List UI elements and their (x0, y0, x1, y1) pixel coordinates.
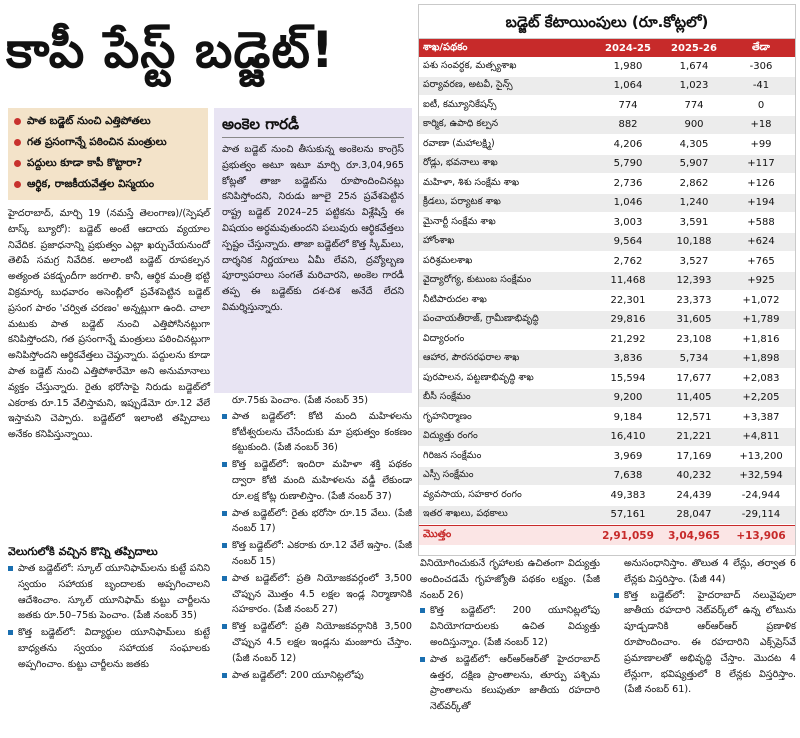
table-row (419, 506, 795, 526)
list-item: పాత బడ్జెట్‌లో: ప్రతి నియోజకవర్గంలో 3,500 చొప్పున మొత్తం 4.5 లక్షల ఇండ్ల నిర్మాణానికి సహకారం. (పేజీ నంబర్ 27) (222, 571, 412, 618)
table-row (419, 486, 795, 506)
table-cell: 2,736 (613, 177, 643, 189)
table-cell: 2,862 (679, 177, 709, 189)
square-bullet-icon (420, 657, 425, 662)
table-cell: 9,184 (613, 411, 643, 423)
table-cell: గిరిజన సంక్షేమం (423, 449, 482, 461)
table-row (419, 96, 795, 116)
table-title: బడ్జెట్ కేటాయింపులు (రూ.కోట్లలో) (419, 5, 795, 39)
table-cell: మైనార్టీ సంక్షేమ శాఖ (423, 215, 496, 227)
table-cell: +1,789 (742, 314, 780, 326)
table-cell: 17,677 (676, 372, 712, 384)
table-cell: +4,811 (742, 431, 780, 443)
highlight-text: ఆర్థిక, రాజకీయవేత్తల విస్మయం (27, 178, 155, 190)
table-cell: ఐటీ, కమ్యూనికేషన్స్ (423, 98, 497, 110)
table-cell: 4,206 (613, 138, 643, 150)
continued-text: అనుసంధానిస్తాం. తొలుత 4 లేన్లు, తర్వాత 6 లేన్లకు విస్తరిస్తాం. (పేజీ 44) (624, 558, 796, 585)
table-cell: క్రీడలు, పర్యాటక శాఖ (423, 196, 501, 208)
total-value: 2,91,059 (602, 529, 654, 542)
table-cell: 900 (684, 119, 704, 131)
table-cell: 1,023 (679, 80, 709, 92)
sidebar-article-body: పాత బడ్జెట్ నుంచి తీసుకున్న అంకెలను కాంగ్రెస్ ప్రభుత్వం అటూ ఇటూ మార్చి రూ.3,04,965 కోట్లతో తాజా బడ్జెట్‌ను రూపొందించినట్లు కనిపిస్తోందని, నిరుడు జూలై 25న ప్రవేశపెట్టిన రాష్ట్ర బడ్జెట్ 2024–25 పట్టికను విశ్లేషిస్తే ఈ విషయం అర్థమవుతుందని పలువురు ఆర్థికవేత్తలు స్పష్టం చేస్తున్నారు. తాజా బడ్జెట్‌లో కొత్త స్కీమ్‌లు, దార్శనిక నిర్ణయాలు ఏమీ లేవని, ద్రవ్యోల్బణ పూర్వాపరాలు సంగతే మరిచారని, అంకెల గారడీ తప్ప ఈ బడ్జెట్‌కు దశ-దిశ అనేదే లేదని విమర్శిస్తున్నారు. (222, 144, 404, 313)
table-cell: 31,605 (676, 314, 712, 326)
continued-text: వినియోగించుకునే గృహాలకు ఉచితంగా విద్యుత్తు అందించడమే గృహజ్యోతి పథకం లక్ష్యం. (పేజీ నంబర్ 26) (420, 558, 600, 601)
table-cell: 23,108 (676, 333, 712, 345)
table-cell: -29,114 (741, 509, 781, 521)
sidebar-article-title: అంకెల గారడీ (222, 112, 404, 138)
table-cell: 23,373 (676, 294, 712, 306)
table-cell: 9,200 (613, 392, 643, 404)
square-bullet-icon (8, 630, 13, 635)
table-cell: ఇతర శాఖలు, పథకాలు (423, 508, 508, 520)
table-cell: +2,205 (742, 392, 780, 404)
table-cell: +99 (750, 138, 772, 150)
article-list-col2 (222, 393, 412, 684)
table-cell: 12,571 (676, 411, 712, 423)
highlight-text: పద్దులు కూడా కాపీ కొట్టారా? (27, 157, 143, 169)
list-item: కొత్త బడ్జెట్‌లో: హైదరాబాద్ నలువైపులా జాతీయ రహదారి నెట్‌వర్క్‌లో ఉన్న లోటును పూడ్చడానికి ఆర్‌ఆర్‌ఆర్ ప్రణాళిక రూపొందించాం. ఈ రహదారిని ఎక్స్‌ప్రెస్‌వే ప్రమాణాలతో అభివృద్ధి చేస్తాం. మొదట 4 లేన్లుగా, భవిష్యత్తులో 8 లేన్లకు విస్తరిస్తాం. (పేజీ నంబర్ 61). (614, 588, 796, 699)
list-item: కొత్త బడ్జెట్‌లో: 200 యూనిట్లలోపు వినియోగదారులకు ఉచిత విద్యుత్తు అందిస్తున్నాం. (పేజీ నంబర్ 12) (420, 603, 600, 650)
square-bullet-icon (8, 566, 13, 571)
table-cell: 1,980 (613, 60, 643, 72)
list-item: కొత్త బడ్జెట్‌లో: ఇందిరా మహిళా శక్తి పథకం ద్వారా కోటి మంది మహిళలను వడ్డీ లేకుండా రూ.లక్ష కోట్ల రుణాలిస్తాం. (పేజీ నంబర్ 37) (222, 457, 412, 504)
table-row (419, 135, 795, 155)
table-cell: 3,591 (679, 216, 709, 228)
highlight-item (14, 114, 202, 135)
list-item: పాత బడ్జెట్‌లో: ఆర్‌ఆర్‌ఆర్‌తో హైదరాబాద్ ఉత్తర, దక్షిణ ప్రాంతాలను, తూర్పు పశ్చిమ ప్రాంతాలను కలుపుతూ జాతీయ రహదారి నెట్‌వర్క్‌తో (420, 652, 600, 715)
table-row (419, 194, 795, 214)
table-cell: 7,638 (613, 470, 643, 482)
table-cell: పురపాలన, పట్టణాభివృద్ధి శాఖ (423, 371, 534, 383)
table-cell: +925 (747, 275, 775, 287)
table-cell: 3,003 (613, 216, 643, 228)
table-cell: 1,064 (613, 80, 643, 92)
square-bullet-icon (222, 511, 227, 516)
table-cell: 28,047 (676, 509, 712, 521)
article-list-col3 (420, 556, 600, 716)
list-item: పాత బడ్జెట్‌లో: కోటి మంది మహిళలను కోటీశ్వరులను చేసేందుకు మా ప్రభుత్వం కంకణం కట్టుకుంది. (పేజీ నంబర్ 36) (222, 409, 412, 456)
table-row (419, 116, 795, 136)
table-row (419, 311, 795, 331)
table-cell: 15,594 (610, 372, 646, 384)
table-cell: ఎస్సీ సంక్షేమం (423, 469, 474, 481)
table-row (419, 272, 795, 292)
square-bullet-icon (222, 624, 227, 629)
table-cell: +194 (747, 197, 775, 209)
table-cell: 3,836 (613, 353, 643, 365)
bullet-dot-icon (14, 181, 21, 188)
table-cell: +13,200 (739, 450, 783, 462)
table-cell: 49,383 (610, 489, 646, 501)
list-item: కొత్త బడ్జెట్‌లో: ఎకరాకు రూ.12 వేలే ఇస్తాం. (పేజీ నంబర్ 15) (222, 538, 412, 570)
list-item: పాత బడ్జెట్‌లో: స్కూల్ యూనిఫామ్‌లను కుట్టే పనిని స్వయం సహాయక బృందాలకు అప్పగించాలని ఆదేశించాం. స్కూల్ యూనిఫామ్ కుట్టు చార్జీలను జతకు రూ.50–75కు పెంచాం. (పేజీ నంబర్ 35) (8, 561, 210, 624)
table-row (419, 252, 795, 272)
table-cell: +3,387 (742, 411, 780, 423)
table-cell: 17,169 (676, 450, 712, 462)
table-cell: విద్యుత్తు రంగం (423, 430, 478, 442)
table-cell: -24,944 (741, 489, 781, 501)
table-cell: 3,527 (679, 255, 709, 267)
table-total-row (419, 525, 795, 545)
table-cell: వ్యవసాయ, సహకార రంగం (423, 488, 522, 500)
table-cell: బీసీ సంక్షేమం (423, 391, 471, 403)
table-cell: 21,221 (676, 431, 712, 443)
article-list-col1 (8, 561, 210, 674)
table-cell: 22,301 (610, 294, 646, 306)
table-cell: రవాణా (మహాలక్ష్మి) (423, 137, 495, 149)
table-cell: 10,188 (676, 236, 712, 248)
table-cell: 12,393 (676, 275, 712, 287)
table-cell: 11,468 (610, 275, 646, 287)
table-row (419, 174, 795, 194)
square-bullet-icon (222, 576, 227, 581)
table-cell: 24,439 (676, 489, 712, 501)
table-row (419, 350, 795, 370)
table-row (419, 369, 795, 389)
section-subheading: వెలుగులోకి వచ్చిన కొన్ని తప్పిదాలు (8, 545, 158, 558)
sidebar-article (214, 108, 412, 393)
table-cell: 9,564 (613, 236, 643, 248)
table-cell: 5,907 (679, 158, 709, 170)
table-cell: పశు సంవర్ధక, మత్స్యశాఖ (423, 59, 517, 71)
table-cell: కార్మిక, ఉపాధి కల్పన (423, 118, 499, 130)
table-row (419, 389, 795, 409)
table-cell: 57,161 (610, 509, 646, 521)
table-cell: 5,734 (679, 353, 709, 365)
table-cell: 11,405 (676, 392, 712, 404)
table-cell: +624 (747, 236, 775, 248)
highlight-text: గత ప్రసంగాన్నే పఠించిన మంత్రులు (27, 136, 167, 148)
table-row (419, 408, 795, 428)
total-label: మొత్తం (423, 528, 452, 540)
highlight-item (14, 177, 202, 198)
table-cell: 4,305 (679, 138, 709, 150)
table-cell: +2,083 (742, 372, 780, 384)
table-cell: మహిళా, శిశు సంక్షేమ శాఖ (423, 176, 520, 188)
table-cell: +1,816 (742, 333, 780, 345)
table-cell: 1,674 (679, 60, 709, 72)
table-cell: హోంశాఖ (423, 235, 455, 247)
list-item: పాత బడ్జెట్‌లో: రైతు భరోసా రూ.15 వేలు. (పేజీ నంబర్ 17) (222, 506, 412, 538)
table-cell: 3,969 (613, 450, 643, 462)
table-cell: 2,762 (613, 255, 643, 267)
table-cell: 21,292 (610, 333, 646, 345)
list-item: కొత్త బడ్జెట్‌లో: విద్యార్థుల యూనిఫామ్‌లు కుట్టే బాధ్యతను స్వయం సహాయక సంఘాలకు అప్పగించాం. కుట్టు చార్జీలను జతకు (8, 625, 210, 672)
table-row (419, 213, 795, 233)
table-cell: +1,898 (742, 353, 780, 365)
square-bullet-icon (222, 673, 227, 678)
table-row (419, 330, 795, 350)
square-bullet-icon (222, 414, 227, 419)
table-row (419, 428, 795, 448)
table-cell: 1,240 (679, 197, 709, 209)
table-row (419, 57, 795, 77)
table-row (419, 447, 795, 467)
table-row (419, 233, 795, 253)
square-bullet-icon (420, 608, 425, 613)
table-cell: +1,072 (742, 294, 780, 306)
article-body-col1: హైదరాబాద్, మార్చి 19 (నమస్తే తెలంగాణ)/(స్పెషల్ టాస్క్ బ్యూరో): బడ్జెట్ అంటే ఆదాయ వ్యయాల నివేదిక. ప్రజాధనాన్ని ప్రభుత్వం ఎట్లా ఖర్చుచేయనుందో తెలిపే సమగ్ర నివేదిక. అలాంటి బడ్జెట్ రూపకల్పన అత్యంత పకడ్బందీగా జరగాలి. కానీ, ఆర్థిక మంత్రి భట్టి విక్రమార్క బుధవారం అసెంబ్లీలో ప్రవేశపెట్టిన బడ్జెట్ ప్రసంగ పాఠం 'చర్విత చరణం' అన్నట్లుగా ఉంది. చాలా మటుకు పాత బడ్జెట్ నుంచి ఎత్తిపోసినట్లుగా కనిపిస్తోందని, గత ప్రసంగాన్నే మంత్రులు పఠించినట్లుగా అనిపిస్తోందని ఆర్థికవేత్తలు చెప్తున్నారు. పద్దులను కూడా పాత బడ్జెట్ నుంచి ఎత్తిపోశారేమో అని అనుమానాలు వ్యక్తం చేస్తున్నారు. రైతు భరోసాపై నిరుడు బడ్జెట్‌లో ఎకరాకు రూ.15 వేలిస్తామని, ఇప్పుడేమో రూ.12 వేలే ఇస్తామని చెప్పారు. బడ్జెట్‌లో ఇలాంటి తప్పిదాలు అనేకం కనిపిస్తున్నాయి. (8, 208, 210, 441)
square-bullet-icon (222, 462, 227, 467)
article-list-col4 (614, 556, 796, 699)
table-cell: -41 (752, 80, 770, 92)
table-cell: పరిశ్రమలశాఖ (423, 254, 473, 266)
table-cell: +117 (747, 158, 775, 170)
table-cell: +18 (750, 119, 772, 131)
table-cell: 29,816 (610, 314, 646, 326)
headline: కాపీ పేస్ట్ బడ్జెట్! (6, 21, 335, 79)
highlight-item (14, 156, 202, 177)
column-header: తేడా (752, 42, 770, 53)
highlight-text: పాత బడ్జెట్ నుంచి ఎత్తిపోతలు (27, 115, 151, 127)
bullet-dot-icon (14, 139, 21, 146)
table-cell: నీటిపారుదల శాఖ (423, 293, 487, 305)
bullet-dot-icon (14, 160, 21, 167)
table-cell: +588 (747, 216, 775, 228)
table-cell: -306 (749, 60, 773, 72)
table-cell: +126 (747, 177, 775, 189)
column-header: శాఖ/పథకం (423, 42, 468, 53)
table-cell: +32,594 (739, 470, 783, 482)
table-row (419, 77, 795, 97)
budget-table (418, 4, 796, 556)
table-row (419, 467, 795, 487)
table-row (419, 155, 795, 175)
table-body (419, 57, 795, 525)
highlights-box (8, 108, 208, 200)
table-cell: వైద్యారోగ్య, కుటుంబ సంక్షేమం (423, 274, 532, 286)
square-bullet-icon (222, 543, 227, 548)
table-cell: పర్యావరణ, అటవీ, సైన్స్ (423, 79, 513, 91)
highlight-item (14, 135, 202, 156)
table-cell: 0 (757, 99, 765, 111)
total-value: 3,04,965 (668, 529, 720, 542)
continued-text: రూ.75కు పెంచాం. (పేజీ నంబర్ 35) (232, 395, 368, 406)
column-header: 2024-25 (605, 42, 651, 54)
table-cell: 1,046 (613, 197, 643, 209)
square-bullet-icon (614, 593, 619, 598)
table-cell: గృహనిర్మాణం (423, 410, 472, 422)
column-header: 2025-26 (671, 42, 717, 54)
table-cell: ఆహార, పౌరసరఫరాల శాఖ (423, 352, 520, 364)
list-item: పాత బడ్జెట్‌లో: 200 యూనిట్లలోపు (222, 668, 412, 684)
list-item: కొత్త బడ్జెట్‌లో: ప్రతి నియోజకవర్గానికి 3,500 చొప్పున 4.5 లక్షల ఇండ్లను మంజూరు చేస్తాం. (పేజీ నంబర్ 12) (222, 619, 412, 666)
total-value: +13,906 (736, 529, 786, 542)
table-cell: 774 (684, 99, 704, 111)
table-cell: విద్యారంగం (423, 332, 465, 344)
table-cell: 774 (618, 99, 638, 111)
bullet-dot-icon (14, 118, 21, 125)
table-cell: 882 (618, 119, 638, 131)
table-cell: 40,232 (676, 470, 712, 482)
table-cell: రోడ్లు, భవనాలు శాఖ (423, 157, 498, 169)
table-cell: 5,790 (613, 158, 643, 170)
table-cell: 16,410 (610, 431, 646, 443)
table-row (419, 291, 795, 311)
table-cell: +765 (747, 255, 775, 267)
table-header-row (419, 39, 795, 57)
table-cell: పంచాయతీరాజ్, గ్రామీణాభివృద్ధి (423, 313, 539, 325)
